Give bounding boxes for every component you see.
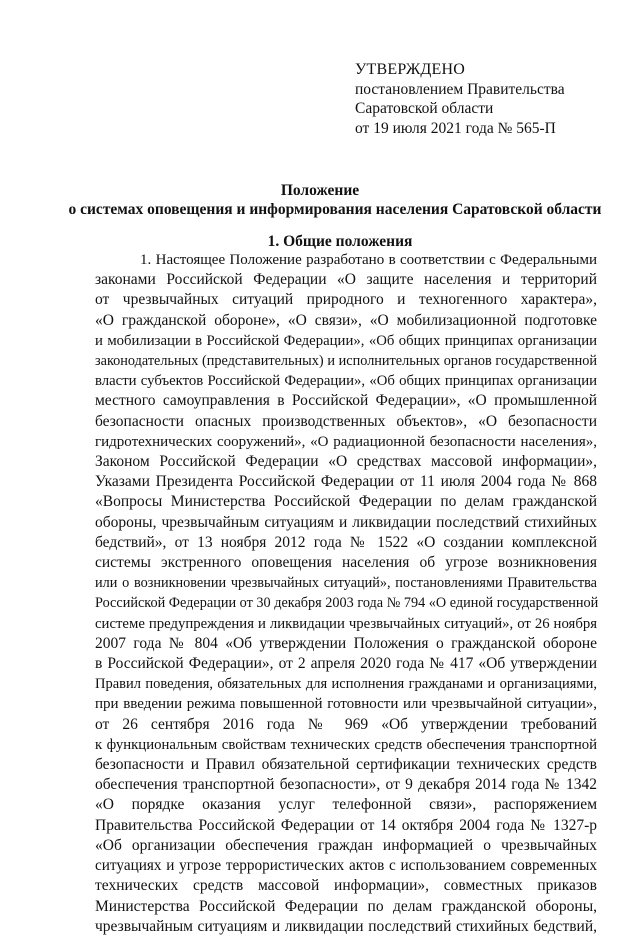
paragraph-line: от чрезвычайных ситуаций природного и техногенного характера»,	[95, 291, 597, 309]
paragraph-line: местного самоуправления в Российской Федерации», «О промышленной	[95, 392, 597, 410]
paragraph-line: «О гражданской обороне», «О связи», «О мобилизационной подготовке	[95, 311, 597, 329]
paragraph-line: безопасности и Правил обязательной сертификации технических средств	[95, 756, 597, 774]
paragraph-line: технических средств массовой информации», совместных приказов	[95, 877, 597, 895]
title-line-1: Положение	[280, 182, 360, 199]
approval-line-1: постановлением Правительства	[355, 80, 565, 98]
paragraph-line: безопасности опасных производственных объектов», «О безопасности	[95, 412, 597, 430]
paragraph-line: «О порядке оказания услуг телефонной связи», распоряжением	[95, 796, 597, 814]
paragraph-line: чрезвычайным ситуациям и ликвидации последствий стихийных бедствий,	[95, 917, 597, 935]
paragraph-line: гидротехнических сооружений», «О радиационной безопасности населения»,	[95, 433, 597, 450]
paragraph-line: к функциональным свойствам технических средств обеспечения транспортной	[95, 736, 597, 753]
paragraph-line: в Российской Федерации», от 2 апреля 2020 года № 417 «Об утверждении	[95, 655, 597, 673]
paragraph-line: от 26 сентября 2016 года № 969 «Об утверждении требований	[95, 715, 597, 733]
paragraph-line: системы экстренного оповещения населения об угрозе возникновения	[95, 554, 597, 572]
paragraph-line: Министерства Российской Федерации по делам гражданской обороны,	[95, 897, 597, 915]
paragraph-line: системе предупреждения и ликвидации чрезвычайных ситуаций», от 26 ноября	[95, 615, 597, 632]
paragraph-line: бедствий», от 13 ноября 2012 года № 1522 «О создании комплексной	[95, 533, 597, 551]
title-line-2: о системах оповещения и информирования населения Саратовской области	[68, 201, 602, 218]
paragraph-line: 1. Настоящее Положение разработано в соответствии с Федеральными	[140, 252, 597, 268]
body-paragraph	[95, 250, 597, 937]
paragraph-line: обеспечения транспортной безопасности», от 9 декабря 2014 года № 1342	[95, 776, 597, 794]
paragraph-line: и мобилизации в Российской Федерации», «Об общих принципах организации	[95, 332, 597, 349]
approval-line-2: Саратовской области	[355, 100, 494, 117]
paragraph-line: Правил поведения, обязательных для исполнения гражданами и организациями,	[95, 676, 597, 693]
paragraph-line: законами Российской Федерации «О защите населения и территорий	[95, 271, 597, 289]
document-title	[0, 181, 640, 219]
paragraph-line: Законом Российской Федерации «О средствах массовой информации»,	[95, 453, 597, 471]
paragraph-line: или о возникновении чрезвычайных ситуаций», постановлениями Правительства	[95, 575, 597, 592]
paragraph-line: «Вопросы Министерства Российской Федерации по делам гражданской	[95, 493, 597, 511]
approved-label: УТВЕРЖДЕНО	[355, 61, 466, 78]
approval-line-3: от 19 июля 2021 года № 565-П	[355, 119, 556, 137]
paragraph-line: законодательных (представительных) и исполнительных органов государственной	[95, 353, 597, 370]
paragraph-line: 2007 года № 804 «Об утверждении Положения о гражданской обороне	[95, 634, 597, 652]
section-heading: 1. Общие положения	[267, 233, 413, 250]
paragraph-line: обороны, чрезвычайным ситуациям и ликвидации последствий стихийных	[95, 513, 597, 531]
paragraph-line: при введении режима повышенной готовности или чрезвычайной ситуации»,	[95, 696, 597, 713]
paragraph-line: «Об организации обеспечения граждан информацией о чрезвычайных	[95, 836, 597, 854]
approval-stamp	[355, 60, 565, 138]
paragraph-line: ситуациях и угрозе террористических актов с использованием современных	[95, 857, 597, 875]
paragraph-line: Указами Президента Российской Федерации от 11 июля 2004 года № 868	[95, 473, 597, 491]
paragraph-line: Правительства Российской Федерации от 14 октября 2004 года № 1327-р	[95, 816, 597, 834]
paragraph-line: власти субъектов Российской Федерации», «Об общих принципах организации	[95, 373, 597, 390]
paragraph-line: Российской Федерации от 30 декабря 2003 года № 794 «О единой государственной	[95, 595, 599, 612]
